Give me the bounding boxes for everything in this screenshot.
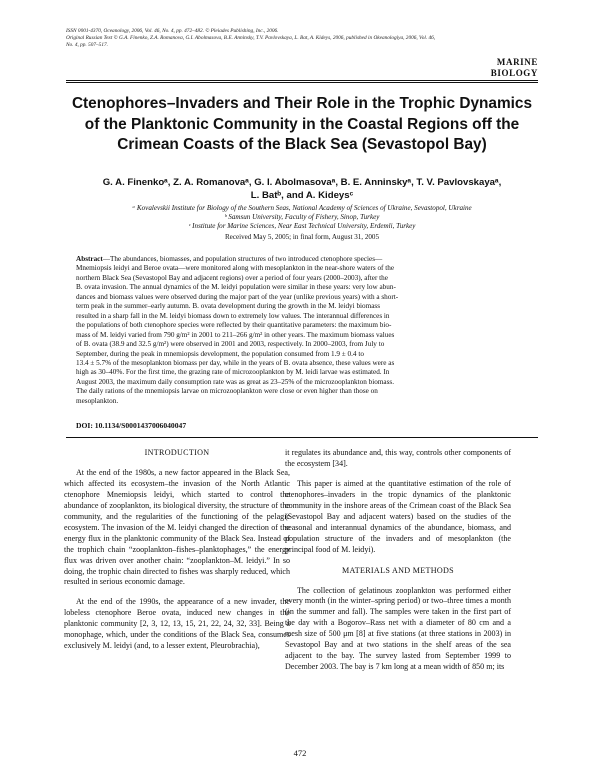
abstract-line: resulted in a sharp fall in the M. leidyi biomass down to extremely low values. The interannual differences in [76, 311, 390, 320]
abstract-line: dances and biomass values were observed during the major part of the year (unlike previous years) with a short- [76, 292, 399, 301]
header-line-3: No. 4, pp. 507–517. [66, 42, 108, 49]
abstract-line: mesoplankton. [76, 396, 119, 405]
intro-paragraph-2: At the end of the 1990s, the appearance of a new invader, the lobeless ctenophore Beroe ovata, induced new changes in the planktonic community [2, 3, 12, 13, 15, 21, 22, 24, 32, 33]. Being a monophage, which, under the conditions of the Black Sea, consumes exclusively M. leidyi (and, to a lesser extent, Pleurobrachia), [64, 597, 290, 651]
paper-title [66, 94, 538, 156]
affiliation-b: ᵇ Samsun University, Faculty of Fishery, Sinop, Turkey [224, 213, 380, 222]
authors-line-1: G. A. Finenkoᵃ, Z. A. Romanovaᵃ, G. I. Abolmasovaᵃ, B. E. Anninskyᵃ, T. V. Pavlovskayaᵃ, [102, 177, 502, 188]
title-line-2: of the Planktonic Community in the Coastal Regions off the [84, 115, 520, 133]
intro-paragraph-4: This paper is aimed at the quantitative estimation of the role of ctenophores–invaders in the tropic dynamics of the planktonic community in the inshore areas of the Crimean coast of the Black Sea (Sevastopol Bay and adjacent waters) based on the studies of the seasonal and interannual dynamics of the abundance, biomass, and population structure of the invaders and of mesoplankton (the principal food of M. leidyi). [285, 478, 511, 554]
abstract-line: term peak in the summer–early autumn. B. ovata development during the growth in the M. leidyi biomass [76, 302, 381, 311]
methods-heading: MATERIALS AND METHODS [342, 565, 454, 575]
abstract-line: of B. ovata (38.9 and 32.5 g/m²) were observed in 2001 and 2003, respectively. In 2000–2003, from July to [76, 340, 385, 349]
abstract-line: B. ovata invasion. The annual dynamics of the M. leidyi population were similar in these years: very low abun- [76, 283, 396, 292]
header-line-2: Original Russian Text © G.A. Finenko, Z.A. Romanova, G.I. Abolmasova, B.E. Anninsky, T.V. Pavlovskaya, L. Bat, A. Kideys, 2006, published in Okeanologiya, 2006, Vol. 46, [66, 35, 436, 42]
affiliations [66, 204, 538, 232]
column-right [285, 448, 511, 673]
section-label-marine: MARINE [496, 57, 538, 67]
author-list [66, 176, 538, 202]
abstract-line: —The abundances, biomasses, and population structures of two introduced ctenophore species— [102, 255, 383, 263]
affiliation-c: ᶜ Institute for Marine Sciences, Near East Technical University, Erdemli, Turkey [188, 222, 416, 231]
received-date: Received May 5, 2005; in final form, August 31, 2005 [224, 233, 380, 241]
authors-line-2: L. Batᵇ, and A. Kideysᶜ [250, 190, 354, 201]
abstract-line: Mnemiopsis leidyi and Beroe ovata—were monitored along with mesoplankton in the near-shore waters of the [76, 264, 395, 273]
journal-header [66, 28, 536, 50]
abstract-line: 13.4 ± 5.7% of the mesoplankton biomass per day, while in the years of B. ovata absence, these values were as [76, 358, 395, 367]
methods-paragraph-1: The collection of gelatinous zooplankton was performed either every month (in the winter–spring period) or two–three times a month (in the summer and fall). The samples were taken in the first part of the day with a Bogorov–Rass net with a diameter of 80 cm and a mesh size of 500 μm [8] at five stations (at three stations in 2003) in Sevastopol Bay and at two stations in the shelf areas of the sea adjacent to the bay. The survey lasted from September 1999 to December 2003. The bay is 7 km long at a mean width of 850 m; its [285, 585, 511, 672]
section-label-biology: BIOLOGY [490, 68, 538, 78]
header-rule-thin [66, 82, 538, 83]
abstract-line: mass of M. leidyi varied from 790 g/m² in 2001 to 211–266 g/m² in other years. The maximum biomass values [76, 330, 395, 339]
abstract-line: northern Black Sea (Sevastopol Bay and adjacent regions) over a period of four years (2000–2003), after the [76, 273, 388, 282]
abstract-line: September, during the peak in mnemiopsis development, the population consumed from 1.9 ± 0.4 to [76, 349, 364, 358]
title-line-3: Crimean Coasts of the Black Sea (Sevastopol Bay) [117, 136, 487, 153]
doi[interactable]: DOI: 10.1134/S0001437006040047 [76, 421, 187, 430]
abstract-line: the populations of both ctenophore species were reflected by their quantitative parameters: the maximum bio- [76, 321, 392, 330]
header-rule-thick [66, 80, 538, 81]
introduction-heading: INTRODUCTION [144, 448, 210, 457]
intro-paragraph-1: At the end of the 1980s, a new factor appeared in the Black Sea, which affected its ecosystem–the invasion of the North Atlantic ctenophore Mnemiopsis leidyi, which started to control the abundance of zooplankton, its biological diversity, the structure of the community, and the regularities of the functioning of the pelagic ecosystem. The invasion of the M. leidyi changed the direction of the energy flux in the planktonic community of the Black Sea. Instead of the trophich chain “zooplankton–fishes–planktophages,” the energy flux was driven over another chain: “zooplankton–M. leidyi.” In so doing, the trophic chain directed to fishes was sharply reduced, which resulted in serious economic damage. [64, 467, 290, 587]
affiliation-a: ᵃ Kovalevskii Institute for Biology of the Southern Seas, National Academy of Sciences of Ukraine, Sevastopol, Ukraine [132, 204, 472, 212]
intro-paragraph-3: it regulates its abundance and, this way, controls other components of the ecosystem [34]. [285, 448, 511, 468]
title-line-1: Ctenophores–Invaders and Their Role in the Trophic Dynamics [71, 95, 533, 112]
abstract [76, 255, 528, 406]
abstract-line: The daily rations of the mnemiopsis larvae on microzooplankton were close or even higher than those on [76, 387, 378, 396]
column-left [64, 448, 290, 652]
abstract-line: August 2003, the maximum daily consumption rate was as great as 23–25% of the microzooplankton biomass. [76, 377, 394, 386]
abstract-end-rule [66, 437, 538, 438]
header-line-1: ISSN 0001-4370, Oceanology, 2006, Vol. 46, No. 4, pp. 472–482. © Pleiades Publishing, Inc., 2006. [66, 28, 279, 34]
page-number: 472 [293, 748, 307, 758]
abstract-label: Abstract [76, 255, 103, 263]
abstract-line: high as 30–40%. For the first time, the grazing rate of microzooplankton by M. leidi larvae was estimated. In [76, 368, 390, 377]
